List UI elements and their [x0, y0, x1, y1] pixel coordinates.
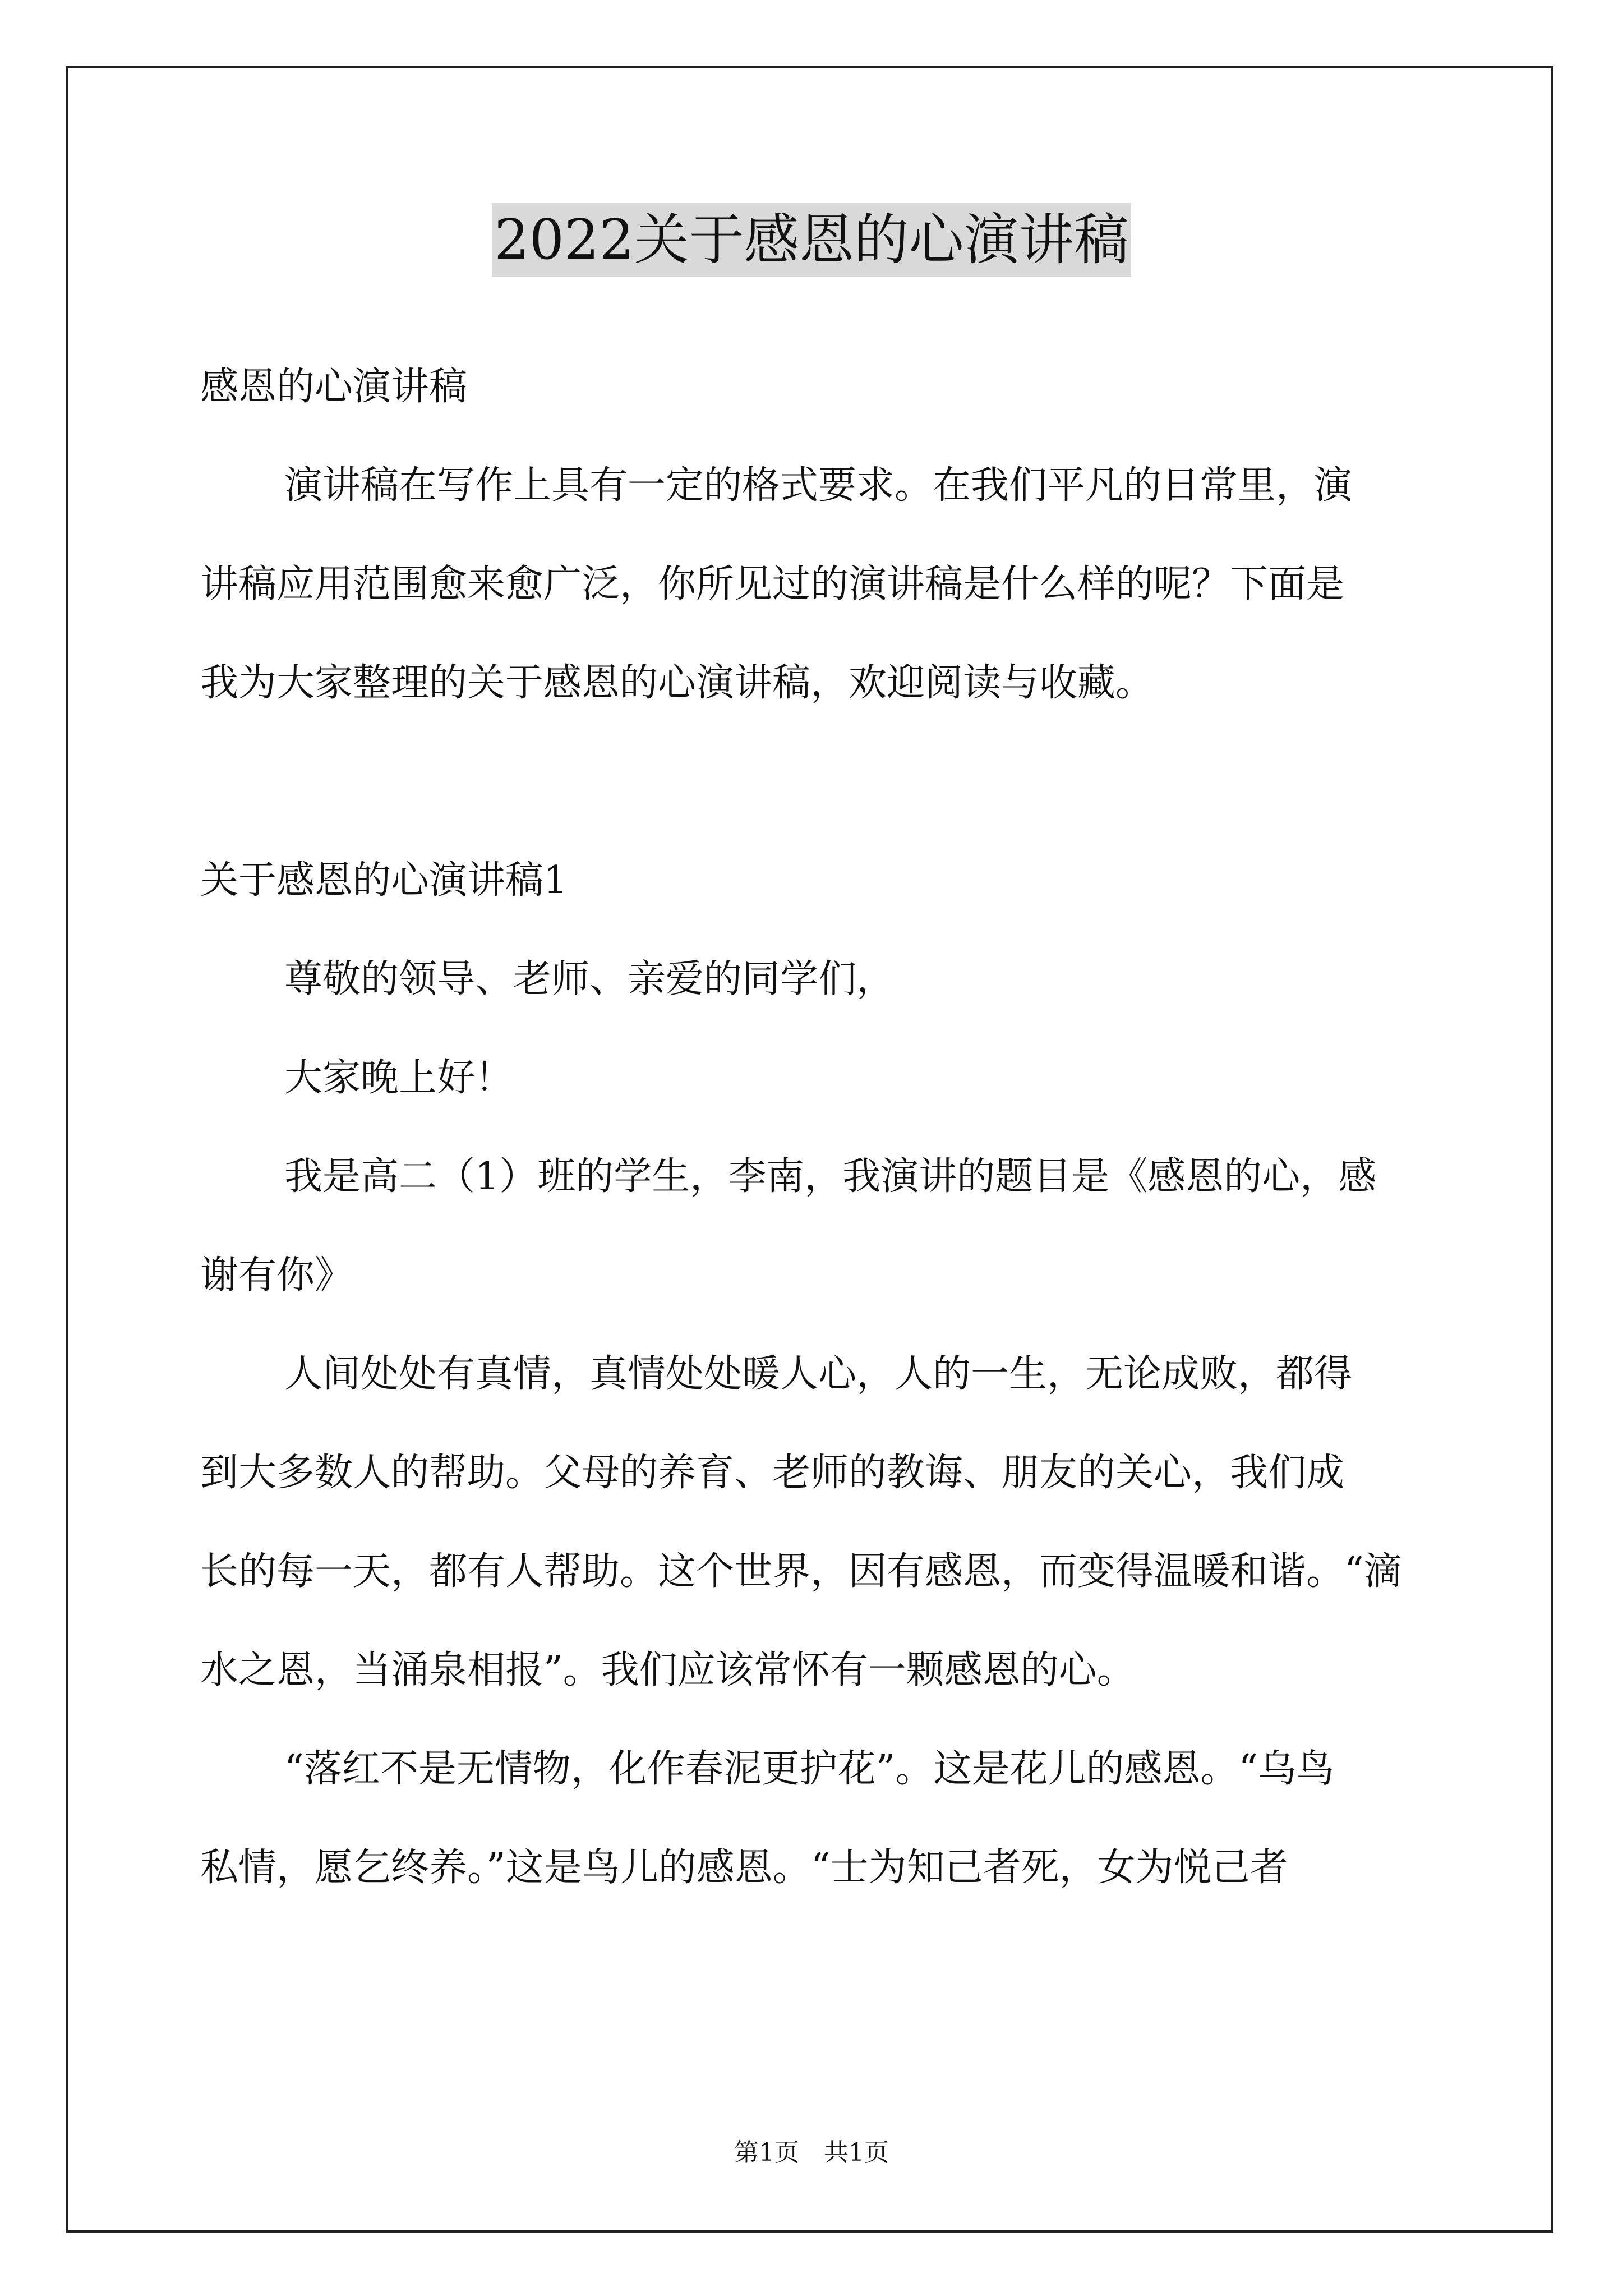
spacer [200, 733, 1434, 831]
document-body [200, 338, 1434, 1917]
section-heading: 关于感恩的心演讲稿1 [200, 858, 568, 903]
para1-line-2: 谢有你》 [200, 1253, 353, 1297]
para1-line-1: 我是高二（1）班的学生，李南，我演讲的题目是《感恩的心，感 [284, 1154, 1377, 1199]
intro-line-2: 讲稿应用范围愈来愈广泛，你所见过的演讲稿是什么样的呢？下面是 [200, 562, 1345, 606]
intro-line-3: 我为大家整理的关于感恩的心演讲稿，欢迎阅读与收藏。 [200, 661, 1154, 705]
para3-line-1: “落红不是无情物，化作春泥更护花”。这是花儿的感恩。“乌鸟 [284, 1747, 1335, 1791]
salutation: 大家晚上好！ [284, 1056, 514, 1100]
title-container [0, 203, 1623, 277]
para3-line-2: 私情，愿乞终养。”这是鸟儿的感恩。“士为知己者死，女为悦己者 [200, 1846, 1288, 1890]
subtitle: 感恩的心演讲稿 [200, 365, 468, 409]
intro-line-1: 演讲稿在写作上具有一定的格式要求。在我们平凡的日常里，演 [284, 463, 1353, 508]
greeting: 尊敬的领导、老师、亲爱的同学们， [284, 957, 895, 1001]
para2-line-3: 长的每一天，都有人帮助。这个世界，因有感恩，而变得温暖和谐。“滴 [200, 1549, 1402, 1594]
page-footer: 第1页 共1页 [734, 2138, 889, 2167]
para2-line-2: 到大多数人的帮助。父母的养育、老师的教诲、朋友的关心，我们成 [200, 1451, 1345, 1495]
para2-line-4: 水之恩，当涌泉相报”。我们应该常怀有一颗感恩的心。 [200, 1648, 1135, 1692]
para2-line-1: 人间处处有真情，真情处处暖人心，人的一生，无论成败，都得 [284, 1352, 1353, 1396]
document-title: 2022关于感恩的心演讲稿 [492, 203, 1131, 277]
